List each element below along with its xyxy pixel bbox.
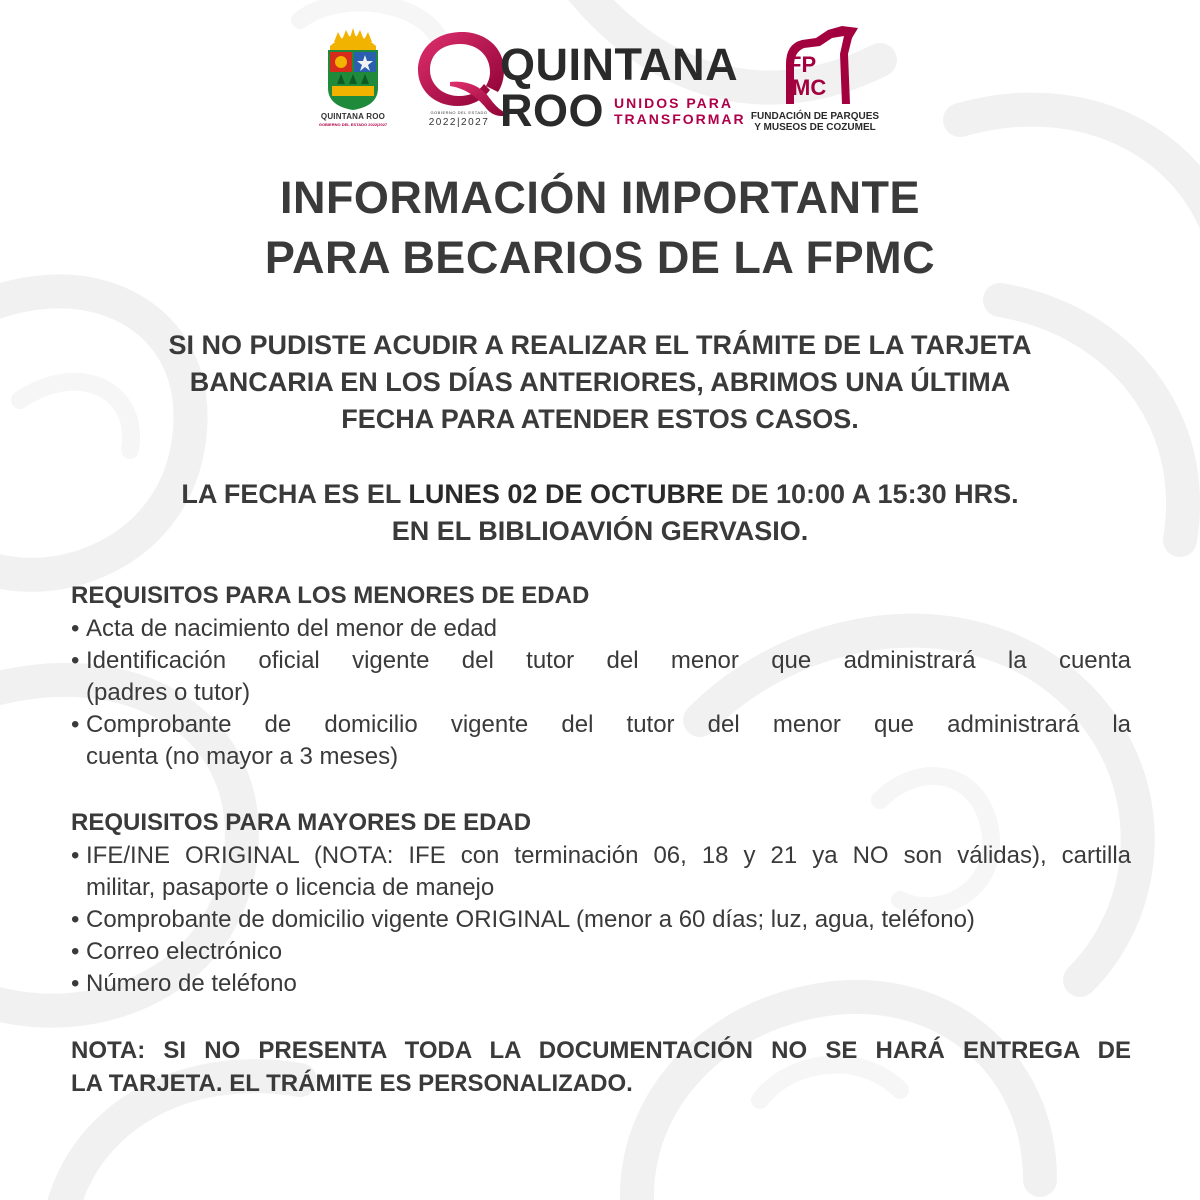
bullet-icon: • — [71, 970, 80, 997]
list-item-text: cuenta (no mayor a 3 meses) — [86, 743, 399, 770]
fpmc-name-line-2: Y MUSEOS DE COZUMEL — [754, 122, 876, 133]
page-title-line-1: INFORMACIÓN IMPORTANTE — [279, 172, 921, 223]
list-item-continued — [71, 872, 1131, 904]
list-item-text: Número de teléfono — [86, 970, 297, 997]
intro-line-2: BANCARIA EN LOS DÍAS ANTERIORES, ABRIMOS UNA ÚLTIMA — [189, 367, 1011, 397]
event-date: LUNES 02 DE OCTUBRE — [408, 479, 724, 509]
state-coat-of-arms — [318, 24, 388, 127]
brand-tagline-1: UNIDOS PARA — [614, 95, 733, 111]
fpmc-letters-fp: FP — [788, 52, 817, 77]
list-item-text: militar, pasaporte o licencia de manejo — [86, 874, 495, 901]
list-item-text: (padres o tutor) — [86, 679, 251, 706]
bullet-icon: • — [71, 615, 80, 642]
bullet-icon: • — [71, 938, 80, 965]
list-item — [71, 968, 1131, 1000]
quintana-roo-brand — [414, 26, 746, 136]
brand-tagline-2: TRANSFORMAR — [614, 111, 746, 127]
minors-heading: REQUISITOS PARA LOS MENORES DE EDAD — [71, 582, 590, 609]
date-prefix: LA FECHA ES EL — [181, 479, 409, 509]
list-item — [71, 709, 1131, 741]
logo-row — [0, 24, 1200, 144]
list-item — [71, 936, 1131, 968]
list-item-continued — [71, 741, 1131, 773]
intro-line-1: SI NO PUDISTE ACUDIR A REALIZAR EL TRÁMITE DE LA TARJETA — [168, 330, 1032, 360]
list-item-continued — [71, 677, 1131, 709]
list-item — [71, 904, 1131, 936]
list-item — [71, 840, 1131, 872]
list-item — [71, 613, 1131, 645]
list-item-text: IFE/INE ORIGINAL (NOTA: IFE con terminación 06, 18 y 21 ya NO son válidas), cartilla — [86, 842, 1131, 869]
coat-of-arms-icon — [322, 24, 384, 110]
brand-gov: GOBIERNO DEL ESTADO — [430, 110, 488, 115]
date-suffix: DE 10:00 A 15:30 HRS. — [723, 479, 1019, 509]
list-item-text: Correo electrónico — [86, 938, 283, 965]
bullet-icon: • — [71, 711, 80, 738]
fpmc-letters-mc: MC — [792, 75, 827, 100]
list-item-text: Acta de nacimiento del menor de edad — [86, 615, 497, 642]
state-caption: QUINTANA ROO — [320, 112, 386, 121]
note-line-1: NOTA: SI NO PRESENTA TODA LA DOCUMENTACIÓN NO SE HARÁ ENTREGA DE — [71, 1037, 1131, 1064]
fpmc-name-line-1: FUNDACIÓN DE PARQUES — [750, 111, 880, 122]
bullet-icon: • — [71, 842, 80, 869]
page-title-line-2: PARA BECARIOS DE LA FPMC — [264, 232, 936, 283]
list-item-text: Comprobante de domicilio vigente ORIGINAL (menor a 60 días; luz, agua, teléfono) — [86, 906, 975, 933]
event-place: EN EL BIBLIOAVIÓN GERVASIO. — [391, 516, 809, 546]
list-item — [71, 645, 1131, 677]
date-line — [0, 476, 1200, 513]
adults-heading: REQUISITOS PARA MAYORES DE EDAD — [71, 809, 532, 836]
bullet-icon: • — [71, 647, 80, 674]
brand-word-quintana: QUINTANA — [500, 39, 739, 90]
fpmc-logo — [744, 24, 886, 136]
list-item-text: Comprobante de domicilio vigente del tutor del menor que administrará la — [86, 711, 1131, 738]
list-item-text: Identificación oficial vigente del tutor del menor que administrará la cuenta — [86, 647, 1131, 674]
state-subcaption: GOBIERNO DEL ESTADO 2022|2027 — [318, 122, 388, 127]
note-line-2: LA TARJETA. EL TRÁMITE ES PERSONALIZADO. — [71, 1070, 633, 1097]
bullet-icon: • — [71, 906, 80, 933]
brand-word-roo: ROO — [500, 85, 605, 136]
intro-line-3: FECHA PARA ATENDER ESTOS CASOS. — [341, 404, 859, 434]
brand-years: 2022|2027 — [428, 117, 490, 128]
